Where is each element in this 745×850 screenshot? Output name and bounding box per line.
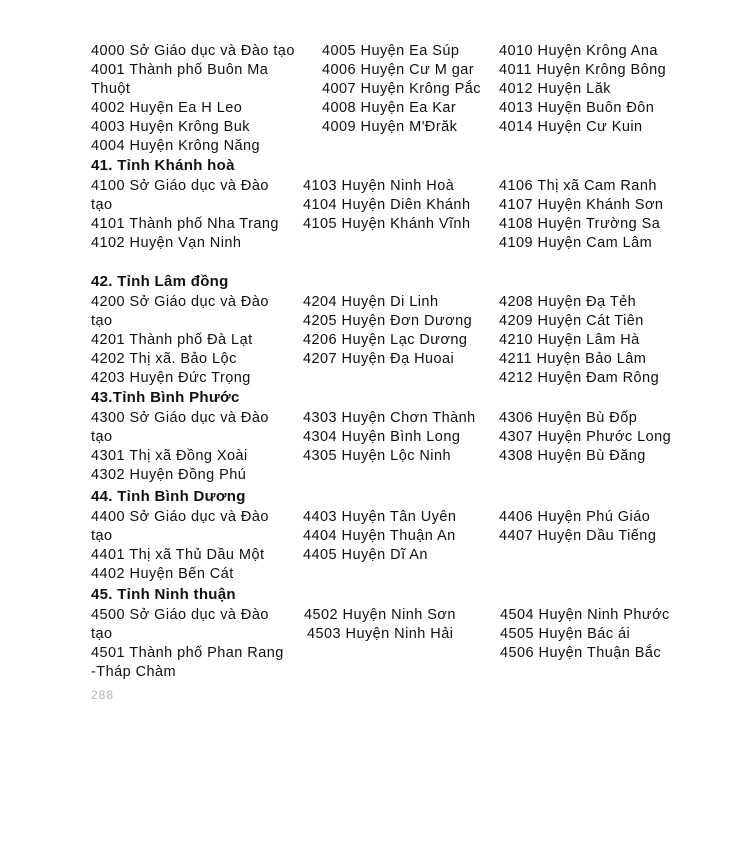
- list-item: 4004 Huyện Krông Năng: [91, 138, 261, 154]
- list-item: 4107 Huyện Khánh Sơn: [499, 197, 664, 213]
- list-item: 4308 Huyện Bù Đăng: [499, 448, 646, 464]
- column-2: [303, 293, 493, 369]
- list-item: 4208 Huyện Đạ Tẻh: [499, 294, 637, 310]
- list-item: 4210 Huyện Lâm Hà: [499, 332, 640, 348]
- column-1: [91, 606, 286, 682]
- list-item: 4005 Huyện Ea Súp: [322, 43, 460, 59]
- list-item: 4403 Huyện Tân Uyên: [303, 509, 457, 525]
- column-3: [499, 177, 719, 253]
- list-item: 4002 Huyện Ea H Leo: [91, 100, 243, 116]
- list-item: 4206 Huyện Lạc Dương: [303, 332, 468, 348]
- list-item: 4212 Huyện Đam Rông: [499, 370, 660, 386]
- list-item: 4012 Huyện Lăk: [499, 81, 611, 97]
- list-item: 4207 Huyện Đạ Huoai: [303, 351, 455, 367]
- list-item: 4209 Huyện Cát Tiên: [499, 313, 644, 329]
- page-number: 288: [91, 688, 115, 702]
- list-item: 4007 Huyện Krông Pắc: [322, 81, 481, 97]
- list-item: 4009 Huyện M'Đrăk: [322, 119, 458, 135]
- column-1: [91, 508, 286, 584]
- list-item: 4105 Huyện Khánh Vĩnh: [303, 216, 471, 232]
- column-1: [91, 409, 286, 485]
- list-item: 4305 Huyện Lộc Ninh: [303, 448, 452, 464]
- list-item: 4502 Huyện Ninh Sơn: [304, 607, 456, 623]
- column-2: [303, 177, 493, 234]
- section-heading: 41. Tỉnh Khánh hoà: [91, 157, 235, 174]
- list-item: 4010 Huyện Krông Ana: [499, 43, 658, 59]
- list-item: 4101 Thành phố Nha Trang: [91, 216, 279, 232]
- list-item: 4404 Huyện Thuận An: [303, 528, 456, 544]
- column-1: [91, 293, 286, 388]
- list-item: 4300 Sở Giáo dục và Đào tạo: [91, 410, 269, 445]
- list-item: 4001 Thành phố Buôn Ma Thuột: [91, 62, 269, 97]
- list-item: 4109 Huyện Cam Lâm: [499, 235, 653, 251]
- column-2: [303, 409, 478, 466]
- list-item: 4503 Huyện Ninh Hải: [307, 626, 454, 642]
- list-item: 4405 Huyện Dĩ An: [303, 547, 428, 563]
- column-2: [322, 42, 492, 137]
- list-item: 4407 Huyện Dầu Tiếng: [499, 528, 657, 544]
- list-item: 4108 Huyện Trường Sa: [499, 216, 661, 232]
- list-item: 4202 Thị xã. Bảo Lộc: [91, 351, 237, 367]
- section-heading: 44. Tỉnh Bình Dương: [91, 488, 246, 505]
- list-item: 4106 Thị xã Cam Ranh: [499, 178, 657, 194]
- list-item: 4014 Huyện Cư Kuin: [499, 119, 643, 135]
- list-item: 4500 Sở Giáo dục và Đào tạo: [91, 607, 269, 642]
- list-item: 4400 Sở Giáo dục và Đào tạo: [91, 509, 269, 544]
- list-item: 4000 Sở Giáo dục và Đào tạo: [91, 43, 295, 59]
- column-2: [303, 508, 493, 565]
- list-item: 4211 Huyện Bảo Lâm: [499, 351, 647, 367]
- list-item: 4301 Thị xã Đồng Xoài: [91, 448, 248, 464]
- list-item: 4506 Huyện Thuận Bắc: [500, 645, 662, 661]
- list-item: 4501 Thành phố Phan Rang -Tháp Chàm: [91, 645, 284, 680]
- list-item: 4505 Huyện Bác ái: [500, 626, 631, 642]
- list-item: 4103 Huyện Ninh Hoà: [303, 178, 455, 194]
- list-item: 4401 Thị xã Thủ Dầu Một: [91, 547, 265, 563]
- list-item: 4100 Sở Giáo dục và Đào tạo: [91, 178, 269, 213]
- list-item: 4205 Huyện Đơn Dương: [303, 313, 473, 329]
- list-item: 4402 Huyện Bến Cát: [91, 566, 234, 582]
- list-item: 4302 Huyện Đồng Phú: [91, 467, 247, 483]
- list-item: 4307 Huyện Phước Long: [499, 429, 672, 445]
- list-item: 4006 Huyện Cư M gar: [322, 62, 475, 78]
- list-item: 4200 Sở Giáo dục và Đào tạo: [91, 294, 269, 329]
- section-heading: 45. Tỉnh Ninh thuận: [91, 586, 236, 603]
- column-1: [91, 177, 286, 253]
- column-3: [500, 606, 720, 663]
- list-item: 4201 Thành phố Đà Lạt: [91, 332, 253, 348]
- list-item: 4203 Huyện Đức Trọng: [91, 370, 251, 386]
- list-item: 4008 Huyện Ea Kar: [322, 100, 457, 116]
- list-item: 4504 Huyện Ninh Phước: [500, 607, 670, 623]
- list-item: 4013 Huyện Buôn Đôn: [499, 100, 655, 116]
- list-item: 4304 Huyện Bình Long: [303, 429, 461, 445]
- column-3: [499, 508, 719, 546]
- column-3: [499, 42, 719, 137]
- column-2: [304, 606, 494, 644]
- column-1: [91, 42, 311, 156]
- column-3: [499, 409, 719, 466]
- list-item: 4406 Huyện Phú Giáo: [499, 509, 651, 525]
- list-item: 4306 Huyện Bù Đốp: [499, 410, 638, 426]
- list-item: 4204 Huyện Di Linh: [303, 294, 439, 310]
- list-item: 4011 Huyện Krông Bông: [499, 62, 667, 78]
- list-item: 4303 Huyện Chơn Thành: [303, 410, 476, 426]
- list-item: 4003 Huyện Krông Buk: [91, 119, 250, 135]
- section-heading: 43.Tỉnh Bình Phước: [91, 389, 240, 406]
- list-item: 4104 Huyện Diên Khánh: [303, 197, 471, 213]
- column-3: [499, 293, 719, 388]
- list-item: 4102 Huyện Vạn Ninh: [91, 235, 242, 251]
- section-heading: 42. Tỉnh Lâm đồng: [91, 273, 229, 290]
